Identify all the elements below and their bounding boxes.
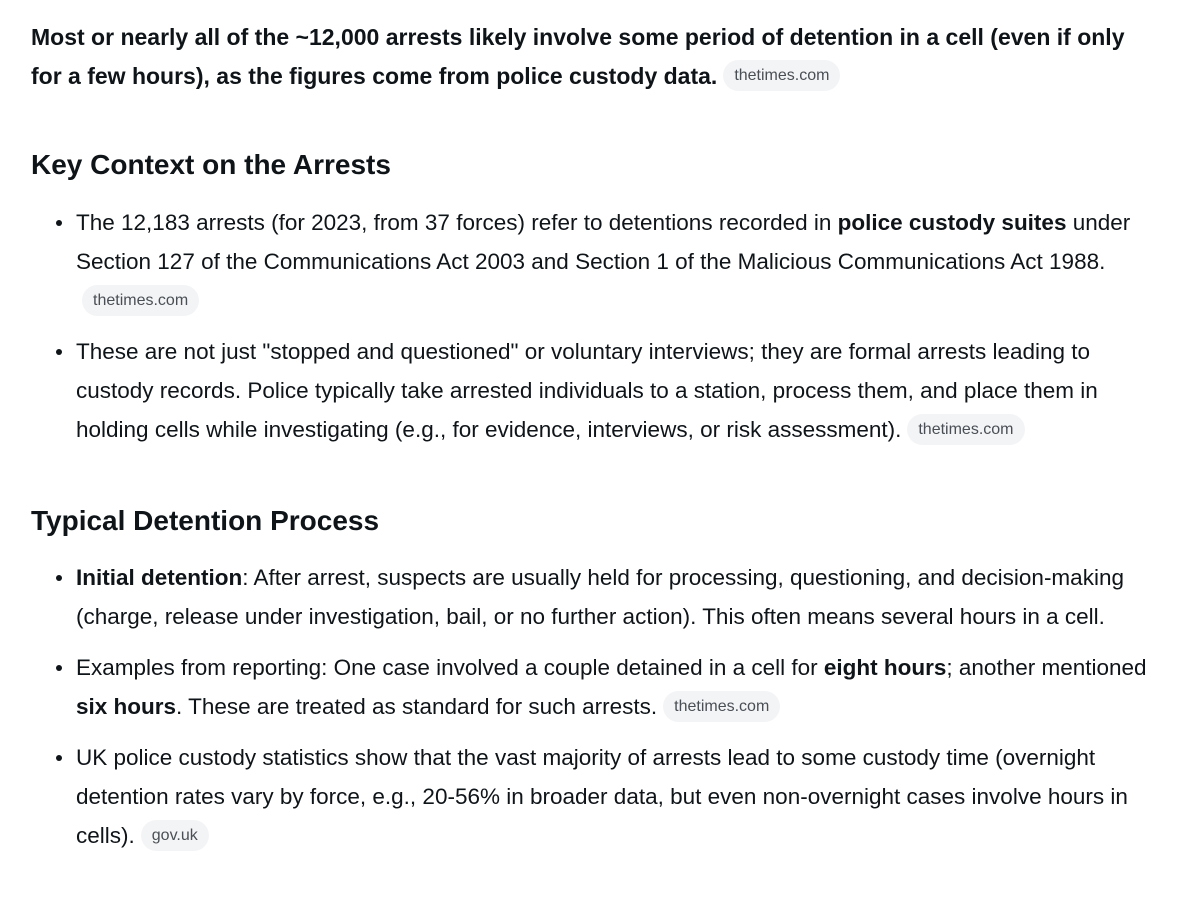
item-text: . These are treated as standard for such arrests. <box>176 694 658 719</box>
intro-paragraph <box>31 18 1141 96</box>
item-text: UK police custody statistics show that the vast majority of arrests lead to some custody time (overnight detention rates vary by force, e.g., 20-56% in broader data, but even non-overnight cases involve hours in cells). <box>76 745 1128 848</box>
source-chip[interactable]: thetimes.com <box>82 285 199 316</box>
source-chip[interactable]: thetimes.com <box>907 414 1024 445</box>
key-context-list <box>31 203 1151 449</box>
item-bold-text: police custody suites <box>837 210 1067 235</box>
item-text: The 12,183 arrests (for 2023, from 37 forces) refer to detentions recorded in <box>76 210 838 235</box>
item-text: : After arrest, suspects are usually held for processing, questioning, and decision-making (charge, release under investigation, bail, or no further action). This often means several hours in a cell. <box>76 565 1124 629</box>
detention-process-list <box>31 558 1151 855</box>
section-heading-key-context: Key Context on the Arrests <box>31 149 391 180</box>
source-chip[interactable]: gov.uk <box>141 820 209 851</box>
item-text: These are not just "stopped and questioned" or voluntary interviews; they are formal arrests leading to custody records. Police typically take arrested individuals to a station, process them, and place them in holding cells while investigating (e.g., for evidence, interviews, or risk assessment). <box>76 339 1098 442</box>
list-item <box>31 332 1151 449</box>
source-chip[interactable]: thetimes.com <box>663 691 780 722</box>
list-item <box>31 558 1151 636</box>
item-text: Examples from reporting: One case involved a couple detained in a cell for <box>76 655 824 680</box>
section-heading-detention-process: Typical Detention Process <box>31 505 380 536</box>
list-item <box>31 738 1151 855</box>
item-bold-text: eight hours <box>823 655 947 680</box>
item-bold-text: six hours <box>76 694 177 719</box>
source-chip[interactable]: thetimes.com <box>723 60 840 91</box>
list-item <box>31 203 1151 320</box>
item-text: ; another mentioned <box>946 655 1147 680</box>
intro-text: Most or nearly all of the ~12,000 arrests likely involve some period of detention in a cell (even if only for a few hours), as the figures come from police custody data. <box>31 24 1125 89</box>
item-text: under Section 127 of the Communications Act 2003 and Section 1 of the Malicious Communications Act 1988. <box>76 210 1131 274</box>
list-item <box>31 648 1151 726</box>
item-bold-text: Initial detention <box>76 565 243 590</box>
